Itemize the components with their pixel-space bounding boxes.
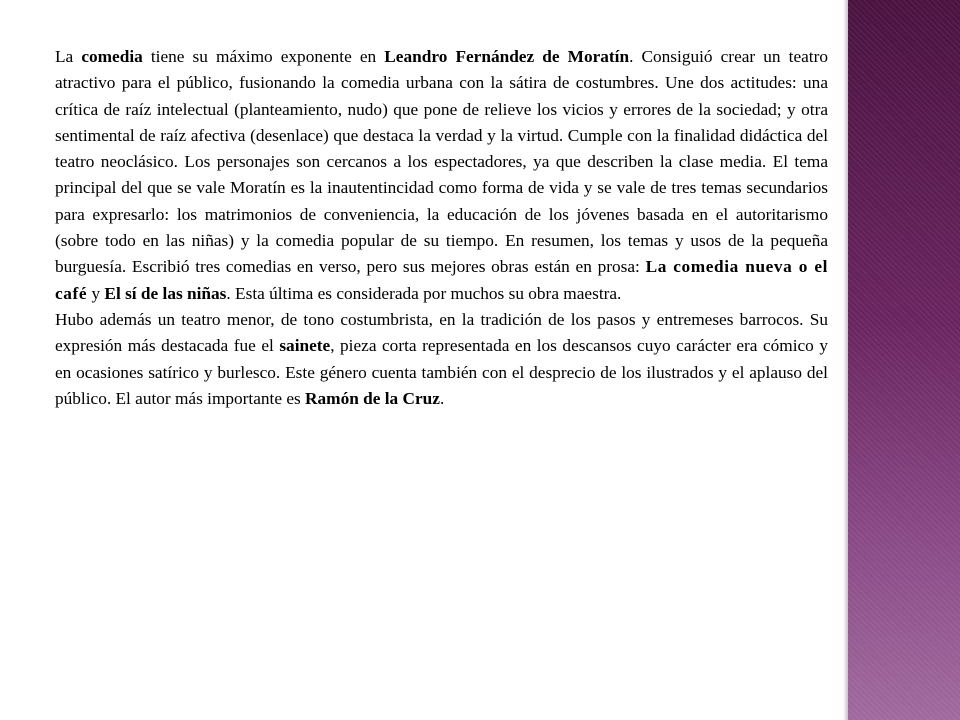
p2-bold-sainete: sainete — [279, 336, 331, 356]
p2-text-3: . — [439, 388, 445, 408]
p1-text-2: tiene su máximo exponente en — [142, 47, 385, 66]
decorative-side-band — [848, 0, 960, 720]
p2-bold-author: Ramón de la Cruz — [305, 388, 440, 408]
paragraph-moratin — [55, 44, 828, 307]
p1-bold-work-1: La comedia nueva o el café — [55, 257, 828, 303]
paragraph-sainete — [55, 307, 828, 412]
p1-text-5: . Esta última es considerada por muchos su obra maestra. — [226, 283, 622, 303]
p1-bold-comedia: comedia — [81, 47, 143, 66]
p1-text-1: La — [55, 47, 82, 66]
p1-bold-work-2: El sí de las niñas — [104, 283, 227, 303]
p1-text-4: y — [87, 283, 105, 303]
slide-body-text — [55, 44, 828, 412]
p1-text-3: . Consiguió crear un teatro atractivo para el público, fusionando la comedia urbana con la sátira de costumbres. Une dos actitudes: una crítica de raíz intelectual (planteamiento, nudo) que pone de relieve los vicios y errores de la sociedad; y otra sentimental de raíz afectiva (desenlace) que destaca la verdad y la virtud. Cumple con la finalidad didáctica del teatro neoclásico. Los personajes son cercanos a los espectadores, ya que describen la clase media. El tema principal del que se vale Moratín es la inautentincidad como forma de vida y se vale de tres temas secundarios para expresarlo: los matrimonios de conveniencia, la educación de los jóvenes basada en el autoritarismo (sobre todo en las niñas) y la comedia popular de su tiempo. En resumen, los temas y usos de la pequeña burguesía. Escribió tres comedias en verso, pero sus mejores obras están en prosa: — [55, 47, 828, 277]
p2-text-2: , pieza corta representada en los descansos cuyo carácter era cómico y en ocasiones satírico y burlesco. Este género cuenta también con el desprecio de los ilustrados y el aplauso del público. El autor más importante es — [55, 336, 828, 408]
p2-text-1: Hubo además un teatro menor, de tono costumbrista, en la tradición de los pasos y entremeses barrocos. Su expresión más destacada fue el — [55, 309, 828, 356]
p1-bold-author: Leandro Fernández de Moratín — [384, 47, 630, 66]
